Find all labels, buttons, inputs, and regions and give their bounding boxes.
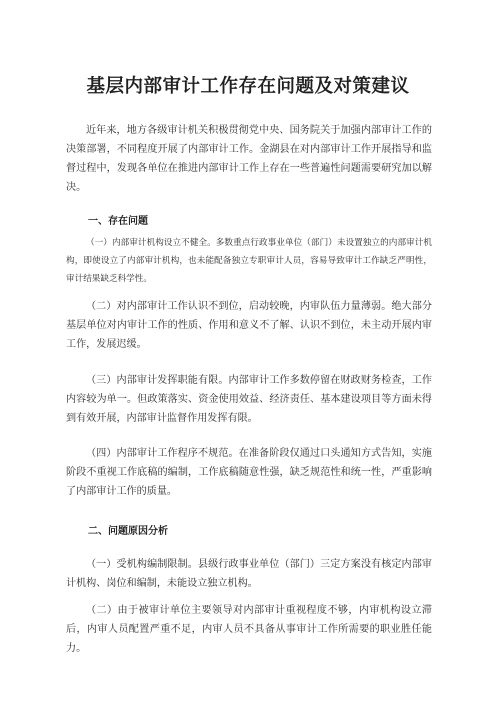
cause-item-1: （一）受机构编制限制。县级行政事业单位（部门）三定方案没有核定内部审计机构、岗位和编制，未能设立独立机构。 bbox=[66, 559, 432, 589]
problem-item-1: （一）内部审计机构设立不健全。多数重点行政事业单位（部门）未设置独立的内部审计机构，即使设立了内部审计机构，也未能配备独立专职审计人员，容易导致审计工作缺乏严明性，审计结果缺乏科学性。 bbox=[66, 238, 432, 284]
problem-item-2: （二）对内部审计工作认识不到位，启动较晚，内审队伍力量薄弱。绝大部分基层单位对内审计工作的性质、作用和意义不了解、认识不到位，未主动开展内审工作，发展迟缓。 bbox=[66, 301, 432, 350]
problem-item-4: （四）内部审计工作程序不规范。在准备阶段仅通过口头通知方式告知，实施阶段不重视工作底稿的编制，工作底稿随意性强，缺乏规范性和统一性，严重影响了内部审计工作的质量。 bbox=[66, 448, 432, 497]
intro-paragraph: 近年来，地方各级审计机关积极贯彻党中央、国务院关于加强内部审计工作的决策部署，不同程度开展了内部审计工作。金湖县在对内部审计工作开展指导和监督过程中，发现各单位在推进内部审计工作上存在一些普遍性问题需要研究加以解决。 bbox=[66, 125, 432, 193]
section-heading-problems: 一、存在问题 bbox=[88, 216, 148, 227]
problem-item-3: （三）内部审计发挥职能有限。内部审计工作多数停留在财政财务检查，工作内容较为单一。但政策落实、资金使用效益、经济责任、基本建设项目等方面未得到有效开展，内部审计监督作用发挥有限。 bbox=[66, 375, 432, 424]
section-heading-causes: 二、问题原因分析 bbox=[88, 526, 168, 537]
document-title: 基层内部审计工作存在问题及对策建议 bbox=[86, 76, 410, 97]
cause-item-2: （二）由于被审计单位主要领导对内部审计重视程度不够，内审机构设立滞后，内审人员配置严重不足，内审人员不具备从事审计工作所需要的职业胜任能力。 bbox=[66, 605, 432, 654]
